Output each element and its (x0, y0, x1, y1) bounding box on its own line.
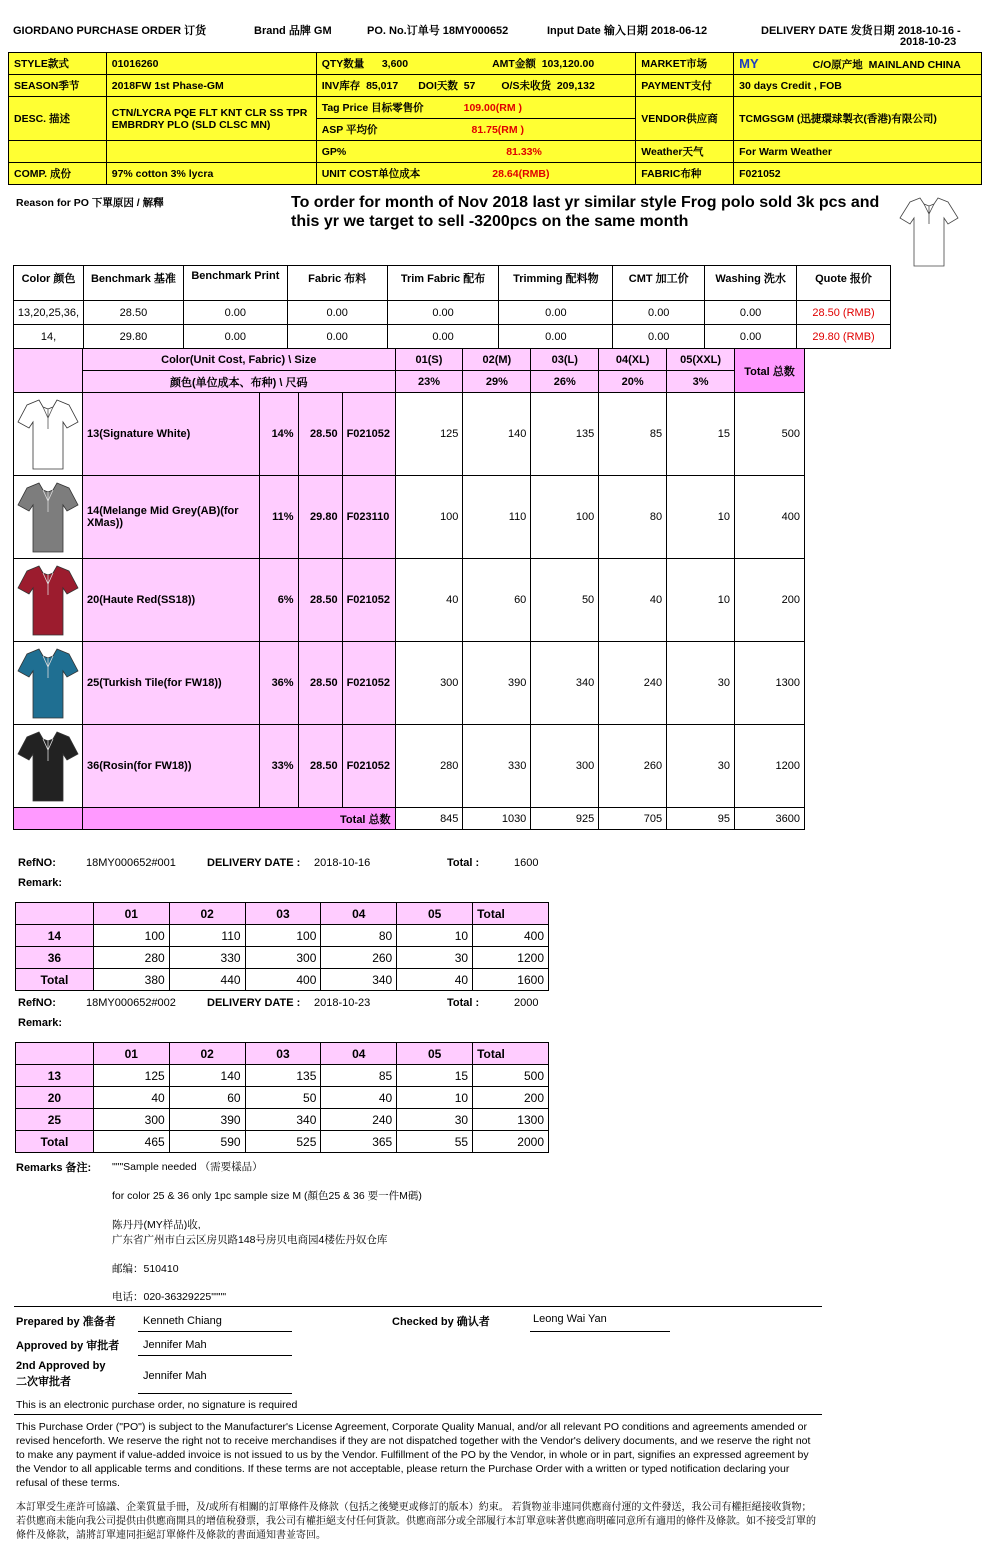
legal-text-zh: 本訂單受生產許可協議、企業質量手冊，及/或所有相關的訂單條件及條款（包括之後變更或修訂的版本）約束。 若貨物並非連同供應商付運的文件發送，我公司有權拒絕接收貨物；若供應商未能向我公司提供由供應商開具的增值稅發票，我公司有權拒絕支付任何貨款。供應商部分或全部履行本訂單意味著供應商明確同意所有適用的條件及條款。如不接受訂單的條件及條款，請將訂單連同拒絕訂單條件及條款的書面通知書並寄回。 (16, 1502, 816, 1541)
size-header: 04(XL) (599, 349, 667, 371)
tag-price-cell: Tag Price 目标零售价 109.00(RM ) (316, 97, 636, 119)
brand: Brand 品牌 GM (254, 25, 332, 37)
d2-ref-label: RefNO: (18, 997, 56, 1009)
delivery-color: Total (16, 969, 94, 991)
desc-value: CTN/LYCRA PQE FLT KNT CLR SS TPR EMBRDRY PLO (SLD CLSC MN) (106, 97, 316, 141)
remarks-line: 邮编：510410 (112, 1263, 179, 1275)
delivery-col-header: 01 (93, 903, 169, 925)
delivery-header-row (16, 1043, 549, 1065)
delivery-qty: 590 (169, 1131, 245, 1153)
color-cost: 28.50 (298, 725, 342, 808)
color-fabric: F023110 (342, 476, 395, 559)
benchmark-cell: 0.00 (613, 325, 705, 349)
row-total: 400 (735, 476, 805, 559)
size-pct: 29% (463, 371, 531, 393)
d2-date-value: 2018-10-23 (314, 997, 371, 1009)
delivery-col-header: 01 (93, 1043, 169, 1065)
blank-value (106, 141, 316, 163)
benchmark-cell: 0.00 (705, 301, 797, 325)
delivery-qty: 80 (321, 925, 397, 947)
approved-label: Approved by 审批者 (16, 1340, 120, 1352)
benchmark-col-header: CMT 加工价 (613, 266, 705, 301)
delivery-col-header (16, 903, 94, 925)
qty-cell: 80 (599, 476, 667, 559)
qty-cell: 15 (667, 393, 735, 476)
qty-cell: 100 (395, 476, 463, 559)
delivery-col-header: 04 (321, 1043, 397, 1065)
benchmark-cell: 0.00 (183, 325, 287, 349)
remarks-line: 电话：020-36329225"""" (112, 1291, 227, 1303)
checked-value: Leong Wai Yan (533, 1313, 607, 1325)
benchmark-cell: 28.50 (RMB) (797, 301, 891, 325)
benchmark-row (14, 325, 891, 349)
blank-label (9, 141, 107, 163)
qty-cell: 260 (599, 725, 667, 808)
benchmark-cell: 0.00 (287, 325, 387, 349)
polo-shirt-icon (17, 396, 79, 472)
remarks-line: for color 25 & 36 only 1pc sample size M (顏色25 & 36 要一件M碼) (112, 1190, 422, 1202)
sign-line (138, 1393, 292, 1394)
color-cost: 28.50 (298, 642, 342, 725)
size-header: 02(M) (463, 349, 531, 371)
comp-value: 97% cotton 3% lycra (106, 163, 316, 185)
row-total: 500 (735, 393, 805, 476)
delivery-qty: 10 (397, 1087, 473, 1109)
foot-blank (14, 808, 83, 830)
color-fabric: F021052 (342, 642, 395, 725)
delivery-col-header: 02 (169, 903, 245, 925)
foot-total: 1030 (463, 808, 531, 830)
size-pct: 26% (531, 371, 599, 393)
delivery-color: 20 (16, 1087, 94, 1109)
electronic-note: This is an electronic purchase order, no signature is required (16, 1399, 298, 1411)
gp-cell: GP% 81.33% (316, 141, 636, 163)
size-pct: 20% (599, 371, 667, 393)
benchmark-cell: 13,20,25,36, (14, 301, 84, 325)
qty-amt-cell: QTY数量 3,600 AMT金额 103,120.00 (316, 53, 636, 75)
delivery-qty: 330 (169, 947, 245, 969)
matrix-foot-label: Total 总数 (82, 808, 395, 830)
qty-cell: 280 (395, 725, 463, 808)
vendor-label: VENDOR供应商 (636, 97, 734, 141)
qty-cell: 125 (395, 393, 463, 476)
divider (14, 1414, 822, 1415)
d1-date-value: 2018-10-16 (314, 857, 371, 869)
qty-cell: 10 (667, 559, 735, 642)
po-info-table (8, 52, 982, 185)
benchmark-cell: 0.00 (613, 301, 705, 325)
polo-shirt-icon (17, 562, 79, 638)
qty-cell: 240 (599, 642, 667, 725)
delivery-qty: 10 (397, 925, 473, 947)
delivery-row (16, 1109, 549, 1131)
qty-cell: 390 (463, 642, 531, 725)
foot-total: 845 (395, 808, 463, 830)
style-value: 01016260 (106, 53, 316, 75)
delivery-col-header: Total (473, 903, 549, 925)
grand-total: 3600 (735, 808, 805, 830)
qty-cell: 135 (531, 393, 599, 476)
delivery-color: Total (16, 1131, 94, 1153)
d1-date-label: DELIVERY DATE : (207, 857, 301, 869)
matrix-row (14, 642, 805, 725)
weather-value: For Warm Weather (734, 141, 982, 163)
benchmark-table (13, 265, 891, 349)
delivery-color: 25 (16, 1109, 94, 1131)
desc-label: DESC. 描述 (9, 97, 107, 141)
season-label: SEASON季节 (9, 75, 107, 97)
qty-cell: 110 (463, 476, 531, 559)
delivery-col-header: 03 (245, 1043, 321, 1065)
remarks-line: 广东省广州市白云区房贝路148号房贝电商园4楼佐丹奴仓库 (112, 1234, 388, 1246)
delivery-qty: 50 (245, 1087, 321, 1109)
total-header: Total 总数 (735, 349, 805, 393)
benchmark-cell: 0.00 (287, 301, 387, 325)
delivery-row (16, 969, 549, 991)
d2-remark-label: Remark: (18, 1017, 63, 1029)
d2-ref-value: 18MY000652#002 (86, 997, 176, 1009)
row-total: 1200 (735, 725, 805, 808)
matrix-header-en: Color(Unit Cost, Fabric) \ Size (82, 349, 395, 371)
delivery-qty: 400 (473, 925, 549, 947)
qty-cell: 30 (667, 642, 735, 725)
color-cost: 29.80 (298, 476, 342, 559)
delivery-col-header: 04 (321, 903, 397, 925)
d1-ref-value: 18MY000652#001 (86, 857, 176, 869)
color-pct: 11% (259, 476, 298, 559)
color-swatch-image (14, 725, 83, 808)
delivery-row (16, 1087, 549, 1109)
color-swatch-image (14, 393, 83, 476)
benchmark-cell: 28.50 (83, 301, 183, 325)
delivery-col-header: 05 (397, 903, 473, 925)
qty-cell: 10 (667, 476, 735, 559)
remarks-line: 陈丹丹(MY样品)收, (112, 1219, 201, 1231)
benchmark-col-header: Color 颜色 (14, 266, 84, 301)
checked-label: Checked by 确认者 (392, 1316, 490, 1328)
delivery-qty: 440 (169, 969, 245, 991)
reason-text-line2: this yr we target to sell -3200pcs on the same month (291, 213, 689, 230)
qty-cell: 85 (599, 393, 667, 476)
size-header: 05(XXL) (667, 349, 735, 371)
benchmark-cell: 29.80 (RMB) (797, 325, 891, 349)
matrix-image-header (14, 349, 83, 393)
benchmark-cell: 14, (14, 325, 84, 349)
payment-value: 30 days Credit , FOB (734, 75, 982, 97)
market-co-cell: MY C/O原产地 MAINLAND CHINA (734, 53, 982, 75)
qty-cell: 140 (463, 393, 531, 476)
qty-cell: 30 (667, 725, 735, 808)
d2-total-label: Total : (447, 997, 480, 1009)
delivery-qty: 400 (245, 969, 321, 991)
size-header: 01(S) (395, 349, 463, 371)
color-name: 13(Signature White) (82, 393, 259, 476)
reason-text-line1: To order for month of Nov 2018 last yr similar style Frog polo sold 3k pcs and (291, 194, 880, 211)
delivery-qty: 365 (321, 1131, 397, 1153)
color-name: 20(Haute Red(SS18)) (82, 559, 259, 642)
payment-label: PAYMENT支付 (636, 75, 734, 97)
benchmark-row (14, 301, 891, 325)
benchmark-col-header: Benchmark 基准 (83, 266, 183, 301)
delivery-qty: 40 (321, 1087, 397, 1109)
delivery-1-table (15, 902, 549, 991)
delivery-row (16, 925, 549, 947)
matrix-row (14, 476, 805, 559)
matrix-header-zh: 颜色(单位成本、布种) \ 尺码 (82, 371, 395, 393)
color-cost: 28.50 (298, 393, 342, 476)
delivery-color: 13 (16, 1065, 94, 1087)
delivery-qty: 340 (321, 969, 397, 991)
benchmark-cell: 0.00 (387, 325, 499, 349)
fabric-value: F021052 (734, 163, 982, 185)
season-value: 2018FW 1st Phase-GM (106, 75, 316, 97)
color-pct: 33% (259, 725, 298, 808)
delivery-qty: 140 (169, 1065, 245, 1087)
approved2-label: 2nd Approved by (16, 1360, 106, 1372)
asp-cell: ASP 平均价 81.75(RM ) (316, 119, 636, 141)
benchmark-col-header: Benchmark Print (183, 266, 287, 301)
benchmark-col-header: Trimming 配料物 (499, 266, 613, 301)
d1-ref-label: RefNO: (18, 857, 56, 869)
vendor-value: TCMGSGM (迅捷環球製衣(香港)有限公司) (734, 97, 982, 141)
benchmark-col-header: Fabric 布料 (287, 266, 387, 301)
delivery-qty: 60 (169, 1087, 245, 1109)
color-fabric: F021052 (342, 393, 395, 476)
delivery-qty: 300 (93, 1109, 169, 1131)
row-total: 1300 (735, 642, 805, 725)
matrix-row (14, 725, 805, 808)
delivery-qty: 280 (93, 947, 169, 969)
benchmark-cell: 29.80 (83, 325, 183, 349)
delivery-qty: 30 (397, 947, 473, 969)
delivery-qty: 390 (169, 1109, 245, 1131)
delivery-qty: 200 (473, 1087, 549, 1109)
delivery-color: 14 (16, 925, 94, 947)
style-label: STYLE款式 (9, 53, 107, 75)
delivery-qty: 15 (397, 1065, 473, 1087)
qty-cell: 50 (531, 559, 599, 642)
delivery-col-header: Total (473, 1043, 549, 1065)
delivery-qty: 55 (397, 1131, 473, 1153)
approved-value: Jennifer Mah (143, 1339, 207, 1351)
qty-cell: 330 (463, 725, 531, 808)
row-total: 200 (735, 559, 805, 642)
unit-cost-cell: UNIT COST单位成本 28.64(RMB) (316, 163, 636, 185)
foot-total: 95 (667, 808, 735, 830)
color-size-matrix (13, 348, 805, 830)
foot-total: 705 (599, 808, 667, 830)
delivery-qty: 110 (169, 925, 245, 947)
benchmark-cell: 0.00 (387, 301, 499, 325)
divider (14, 1306, 822, 1307)
approved2-value: Jennifer Mah (143, 1370, 207, 1382)
delivery-qty: 240 (321, 1109, 397, 1131)
qty-cell: 340 (531, 642, 599, 725)
benchmark-cell: 0.00 (183, 301, 287, 325)
d2-date-label: DELIVERY DATE : (207, 997, 301, 1009)
delivery-qty: 465 (93, 1131, 169, 1153)
inv-doi-os-cell: INV库存 85,017 DOI天数 57 O/S未收货 209,132 (316, 75, 636, 97)
delivery-qty: 1300 (473, 1109, 549, 1131)
qty-cell: 100 (531, 476, 599, 559)
delivery-row (16, 1131, 549, 1153)
po-header (13, 20, 978, 50)
delivery-row (16, 1065, 549, 1087)
legal-text-en: This Purchase Order ("PO") is subject to the Manufacturer's License Agreement, Corporate Quality Manual, and/or all relevant PO conditions and agreements amended or revised henceforth. We reserve the right not to receive merchandises if they are not dispatched together with the Vendor's delivery documents, and we reserve the right not to make any payment if value-added invoice is not issued to us by the Vendor. Fulfillment of the PO by the Vendor, in whole or in part, signifies an expressed agreement by the Vendor to all applicable terms and conditions. If these terms are not acceptable, please return the Purchase Order with a written or typed notification declaring your refusal of these terms. (16, 1421, 811, 1489)
delivery-row (16, 947, 549, 969)
delivery-qty: 40 (397, 969, 473, 991)
delivery-qty: 100 (93, 925, 169, 947)
delivery-qty: 100 (245, 925, 321, 947)
delivery-qty: 380 (93, 969, 169, 991)
color-swatch-image (14, 476, 83, 559)
prepared-label: Prepared by 准备者 (16, 1316, 116, 1328)
delivery-qty: 135 (245, 1065, 321, 1087)
size-pct: 3% (667, 371, 735, 393)
style-sketch-icon (896, 194, 962, 270)
size-pct: 23% (395, 371, 463, 393)
color-name: 36(Rosin(for FW18)) (82, 725, 259, 808)
matrix-row (14, 393, 805, 476)
delivery-qty: 30 (397, 1109, 473, 1131)
size-header: 03(L) (531, 349, 599, 371)
sign-line (138, 1331, 292, 1332)
approved2-label-zh: 二次审批者 (16, 1376, 71, 1388)
delivery-date: DELIVERY DATE 发货日期 2018-10-16 - (761, 25, 961, 37)
sign-line (138, 1355, 292, 1356)
delivery-col-header: 05 (397, 1043, 473, 1065)
reason-label: Reason for PO 下單原因 / 解釋 (16, 197, 164, 209)
color-swatch-image (14, 559, 83, 642)
color-cost: 28.50 (298, 559, 342, 642)
sign-line (530, 1331, 670, 1332)
delivery-2-table (15, 1042, 549, 1153)
delivery-col-header: 02 (169, 1043, 245, 1065)
qty-cell: 300 (531, 725, 599, 808)
benchmark-col-header: Quote 报价 (797, 266, 891, 301)
delivery-qty: 1200 (473, 947, 549, 969)
benchmark-col-header: Trim Fabric 配布 (387, 266, 499, 301)
remarks-label: Remarks 备注: (16, 1162, 92, 1174)
foot-total: 925 (531, 808, 599, 830)
polo-shirt-icon (17, 645, 79, 721)
delivery-qty: 40 (93, 1087, 169, 1109)
delivery-qty: 300 (245, 947, 321, 969)
polo-shirt-icon (17, 728, 79, 804)
benchmark-cell: 0.00 (499, 325, 613, 349)
comp-label: COMP. 成份 (9, 163, 107, 185)
delivery-qty: 525 (245, 1131, 321, 1153)
qty-cell: 60 (463, 559, 531, 642)
color-fabric: F021052 (342, 559, 395, 642)
delivery-col-header (16, 1043, 94, 1065)
market-label: MARKET市场 (636, 53, 734, 75)
delivery-qty: 125 (93, 1065, 169, 1087)
input-date: Input Date 输入日期 2018-06-12 (547, 25, 708, 37)
qty-cell: 40 (395, 559, 463, 642)
delivery-header-row (16, 903, 549, 925)
remarks-line: """Sample needed （需要樣品） (112, 1161, 263, 1173)
qty-cell: 40 (599, 559, 667, 642)
color-fabric: F021052 (342, 725, 395, 808)
color-name: 14(Melange Mid Grey(AB)(for XMas)) (82, 476, 259, 559)
color-name: 25(Turkish Tile(for FW18)) (82, 642, 259, 725)
po-number: PO. No.订单号 18MY000652 (367, 25, 509, 37)
color-pct: 36% (259, 642, 298, 725)
d1-remark-label: Remark: (18, 877, 63, 889)
delivery-qty: 85 (321, 1065, 397, 1087)
po-title: GIORDANO PURCHASE ORDER 订货 (13, 25, 207, 37)
delivery-col-header: 03 (245, 903, 321, 925)
benchmark-cell: 0.00 (705, 325, 797, 349)
weather-label: Weather天气 (636, 141, 734, 163)
d2-total-value: 2000 (514, 997, 539, 1009)
delivery-qty: 340 (245, 1109, 321, 1131)
color-pct: 14% (259, 393, 298, 476)
delivery-qty: 1600 (473, 969, 549, 991)
matrix-row (14, 559, 805, 642)
color-swatch-image (14, 642, 83, 725)
benchmark-col-header: Washing 洗水 (705, 266, 797, 301)
fabric-label: FABRIC布种 (636, 163, 734, 185)
benchmark-cell: 0.00 (499, 301, 613, 325)
delivery-date-end: 2018-10-23 (900, 36, 957, 48)
delivery-qty: 2000 (473, 1131, 549, 1153)
delivery-qty: 260 (321, 947, 397, 969)
qty-cell: 300 (395, 642, 463, 725)
d1-total-label: Total : (447, 857, 480, 869)
polo-shirt-icon (17, 479, 79, 555)
color-pct: 6% (259, 559, 298, 642)
delivery-qty: 500 (473, 1065, 549, 1087)
d1-total-value: 1600 (514, 857, 539, 869)
prepared-value: Kenneth Chiang (143, 1315, 222, 1327)
delivery-color: 36 (16, 947, 94, 969)
